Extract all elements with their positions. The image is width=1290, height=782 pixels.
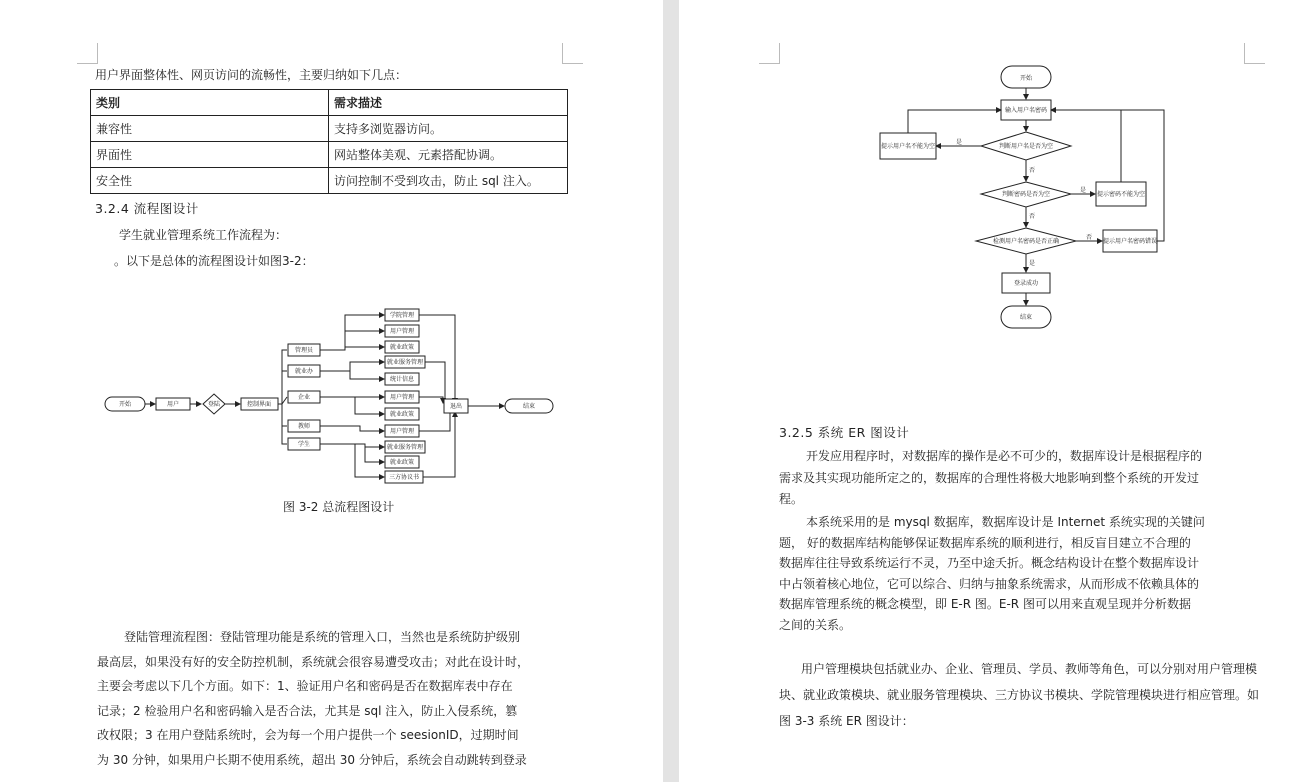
login-flow-no-label: 否 xyxy=(1028,213,1036,220)
body-line: 。以下是总体的流程图设计如图3-2： xyxy=(114,254,314,268)
login-flow-label: 提示用户名密码错误 xyxy=(1102,238,1158,245)
table-cell: 界面性 xyxy=(91,142,329,168)
login-flow-label: 登录成功 xyxy=(1013,280,1039,287)
body-line: 学生就业管理系统工作流程为： xyxy=(119,228,288,242)
flow-label: 学院管理 xyxy=(389,312,415,319)
login-flow-no-label: 否 xyxy=(1085,234,1093,241)
paragraph-line: 主要会考虑以下几个方面。如下：1、验证用户名和密码是否在数据库表中存在 xyxy=(97,679,513,693)
table-row xyxy=(91,142,568,168)
table-header-row xyxy=(91,90,568,116)
login-flow-yes-label: 是 xyxy=(1028,260,1036,267)
flow-label: 用户管理 xyxy=(389,428,415,435)
paragraph-line: 用户管理模块包括就业办、企业、管理员、学员、教师等角色，可以分别对用户管理模 xyxy=(801,662,1258,676)
er-paragraph-3 xyxy=(779,656,1260,734)
paragraph-line: 最高层，如果没有好的安全防控机制，系统就会很容易遭受攻击；对此在设计时， xyxy=(97,654,530,669)
paragraph-line: 开发应用程序时，对数据库的操作是必不可少的，数据库设计是根据程序的 xyxy=(806,449,1203,463)
paragraph-line: 数据库管理系统的概念模型，即 E-R 图。E-R 图可以用来直观呈现并分析数据 xyxy=(779,597,1191,611)
flow-label: 控制界面 xyxy=(246,401,272,408)
flow-label: 学生 xyxy=(297,441,311,448)
table-header-cell: 类别 xyxy=(91,90,329,116)
document-page-right xyxy=(679,0,1290,782)
margin-corner-top-right xyxy=(562,43,583,64)
flow-label: 就业办 xyxy=(294,368,314,375)
table-cell: 安全性 xyxy=(91,168,329,194)
flow-label: 退出 xyxy=(449,403,463,410)
paragraph-line: 记录；2 检验用户名和密码输入是否合法，尤其是 sql 注入，防止入侵系统，篡 xyxy=(97,703,518,718)
er-paragraph-2 xyxy=(779,512,1244,635)
paragraph-line: 题， 好的数据库结构能够保证数据库系统的顺利进行，相反盲目建立不合理的 xyxy=(779,535,1191,550)
flow-label: 用户管理 xyxy=(389,328,415,335)
flow-label: 登陆 xyxy=(207,401,221,408)
table-cell: 支持多浏览器访问。 xyxy=(329,116,568,142)
intro-text: 用户界面整体性、网页访问的流畅性，主要归纳如下几点： xyxy=(95,68,408,82)
flow-label: 就业服务管理 xyxy=(386,444,424,451)
login-flow-label: 提示用户名不能为空 xyxy=(880,143,936,150)
flow-label: 就业服务管理 xyxy=(386,359,424,366)
flow-label: 开始 xyxy=(118,401,132,408)
login-flow-label: 提示密码不能为空 xyxy=(1096,191,1146,198)
login-paragraph xyxy=(97,625,562,772)
table-cell: 网站整体美观、元素搭配协调。 xyxy=(329,142,568,168)
flow-label: 就业政策 xyxy=(389,411,415,418)
section-title-3-2-4: 3.2.4 流程图设计 xyxy=(95,201,199,216)
flow-label: 用户 xyxy=(166,401,180,408)
flow-label: 三方协议书 xyxy=(388,474,420,481)
paragraph-line: 程。 xyxy=(779,492,804,506)
table-header-cell: 需求描述 xyxy=(329,90,568,116)
login-flow-label: 判断用户名是否为空 xyxy=(998,143,1054,150)
flow-label: 结束 xyxy=(522,403,536,410)
paragraph-line: 数据库往往导致系统运行不灵，乃至中途夭折。概念结构设计在整个数据库设计 xyxy=(779,556,1200,570)
login-flow-label: 判断密码是否为空 xyxy=(1001,191,1051,198)
section-title-3-2-5: 3.2.5 系统 ER 图设计 xyxy=(779,425,910,440)
paragraph-line: 块、就业政策模块、就业服务管理模块、三方协议书模块、学院管理模块进行相应管理。如 xyxy=(779,688,1260,702)
flow-label: 企业 xyxy=(297,394,311,401)
table-row xyxy=(91,168,568,194)
margin-corner-top-left xyxy=(77,43,98,64)
paragraph-line: 需求及其实现功能所定之的，数据库的合理性将极大地影响到整个系统的开发过 xyxy=(779,470,1200,485)
page-gutter xyxy=(663,0,679,782)
flow-label: 就业政策 xyxy=(389,344,415,351)
paragraph-line: 本系统采用的是 mysql 数据库，数据库设计是 Internet 系统实现的关键问 xyxy=(806,515,1205,529)
paragraph-line: 登陆管理流程图：登陆管理功能是系统的管理入口，当然也是系统防护级别 xyxy=(124,630,521,644)
figure-caption-3-2: 图 3-2 总流程图设计 xyxy=(283,500,395,514)
margin-corner-top-left xyxy=(759,43,780,64)
paragraph-line: 中占领着核心地位，它可以综合、归纳与抽象系统需求，从而形成不依赖具体的 xyxy=(779,576,1200,591)
login-flow-yes-label: 是 xyxy=(1079,187,1087,194)
login-flow-label: 结束 xyxy=(1019,314,1033,321)
login-flow-no-label: 否 xyxy=(1028,167,1036,174)
login-flowchart xyxy=(874,60,1174,335)
er-paragraph-1 xyxy=(779,446,1244,511)
login-flow-yes-label: 是 xyxy=(955,139,963,146)
login-flow-label: 输入用户名密码 xyxy=(1004,107,1048,114)
flow-label: 教师 xyxy=(297,423,311,430)
flow-label: 就业政策 xyxy=(389,459,415,466)
flow-label: 管理员 xyxy=(294,347,314,354)
paragraph-line: 为 30 分钟，如果用户长期不使用系统，超出 30 分钟后，系统会自动跳转到登录 xyxy=(97,752,527,767)
requirements-table xyxy=(90,89,568,194)
login-flow-label: 开始 xyxy=(1019,75,1033,82)
flow-label: 用户管理 xyxy=(389,394,415,401)
margin-corner-top-right xyxy=(1244,43,1265,64)
table-row xyxy=(91,116,568,142)
overall-flowchart xyxy=(100,303,560,493)
paragraph-line: 图 3-3 系统 ER 图设计： xyxy=(779,714,914,728)
paragraph-line: 改权限；3 在用户登陆系统时，会为每一个用户提供一个 seesionID，过期时间 xyxy=(97,728,519,742)
table-cell: 访问控制不受到攻击，防止 sql 注入。 xyxy=(329,168,568,194)
flow-label: 统计信息 xyxy=(389,376,415,383)
table-cell: 兼容性 xyxy=(91,116,329,142)
login-flow-label: 检测用户名密码是否正确 xyxy=(992,238,1060,245)
paragraph-line: 之间的关系。 xyxy=(779,617,852,632)
